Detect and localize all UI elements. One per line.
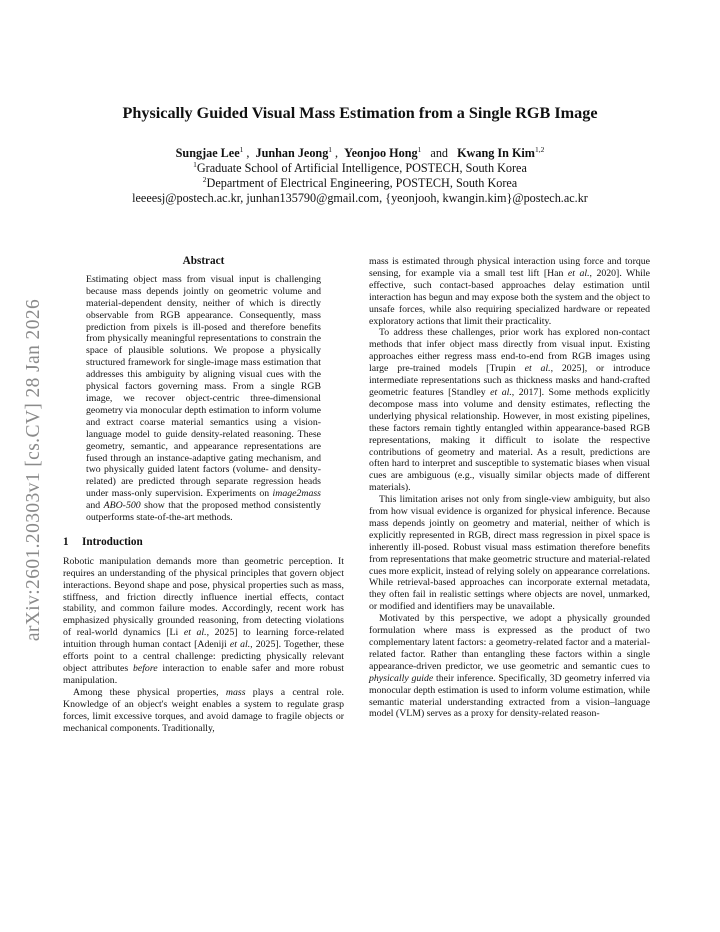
abstract-text: Estimating object mass from visual input is challenging because mass depends jointly on geometric volume and material-dependent density, neither of which is directly observable from RGB appearance. Consequently, mass prediction from pixels is ill-posed and therefore benefits from physically meaningful representations to constrain the space of plausible solutions. We propose a physically structured framework for single-image mass estimation that addresses this ambiguity by aligning visual cues with the physical factors governing mass. From a single RGB image, we recover object-centric three-dimensional geometry via monocular depth estimation to inform volume and extract coarse material semantics using a vision-language model to guide density-related reasoning. These geometry, semantic, and appearance representations are fused through an instance-adaptive gating mechanism, and two physically guided latent factors (volume- and density-related) are predicted through separate regression heads under mass-only supervision. Experiments on image2mass and ABO-500 show that the proposed method consistently outperforms state-of-the-art methods. <box>86 273 321 524</box>
body-paragraph-1: mass is estimated through physical interaction using force and torque sensing, for example via a small test lift [Han et al., 2020]. While effective, such contact-based approaches delay estimation until interaction has begun and may expose both the system and the object to unsafe forces, while also requiring specialized hardware or repeated exploratory actions that limit their practicality. <box>369 256 650 327</box>
abstract-heading: Abstract <box>182 255 225 267</box>
author-emails: leeeesj@postech.ac.kr, junhan135790@gmail.com, {yeonjooh, kwangin.kim}@postech.ac.kr <box>132 191 588 205</box>
right-column <box>369 256 650 720</box>
abstract <box>63 256 344 524</box>
author-name: Junhan Jeong$^1$ <box>255 145 333 160</box>
author-name: Kwang In Kim$^{1,2}$ <box>457 145 545 160</box>
body-paragraph-2: To address these challenges, prior work has explored non-contact methods that infer object mass directly from visual input. Existing approaches either regress mass end-to-end from RGB images using large pre-trained models [Trupin et al., 2025], or introduce intermediate representations such as thickness masks and hand-crafted geometric features [Standley et al., 2017]. Some methods explicitly decompose mass into volume and density estimates, reflecting the underlying physical relationship. However, in most existing pipelines, these factors remain tightly entangled within appearance-based RGB representations, making it difficult to isolate the respective contributions of geometry and material. As a result, predictions are often hard to interpret and susceptible to systematic biases when visual cues are ambiguous (e.g., visually similar objects made of different materials). <box>369 327 650 494</box>
paper-title: Physically Guided Visual Mass Estimation from a Single RGB Image <box>122 104 598 122</box>
section-heading-introduction: 1 Introduction <box>63 535 143 548</box>
affiliation: $^2$Department of Electrical Engineering, POSTECH, South Korea <box>202 175 518 190</box>
arxiv-identifier: arXiv:2601.20303v1 [cs.CV] 28 Jan 2026 <box>23 298 44 642</box>
body-paragraph-4: Motivated by this perspective, we adopt a physically grounded formulation where mass is expressed as the product of two complementary latent factors: a geometry-related factor and a material-related factor. Rather than entangling these factors within a single appearance-driven predictor, we use geometric and semantic cues to physically guide their inference. Specifically, 3D geometry inferred via monocular depth estimation is used to inform volume estimation, while semantic material understanding extracted from a vision–language model (VLM) serves as a proxy for density-related reason- <box>369 613 650 720</box>
affiliation: $^1$Graduate School of Artificial Intelligence, POSTECH, South Korea <box>193 160 527 175</box>
left-column <box>63 256 344 734</box>
and-word: and <box>430 146 449 160</box>
author-block <box>60 146 660 206</box>
intro-paragraph-1: Robotic manipulation demands more than geometric perception. It requires an understanding of the physical principles that govern object interactions. Beyond shape and pose, physical properties such as mass, stiffness, and friction directly influence inertial effects, contact stability, and common failure modes. Accordingly, recent work has emphasized physically grounded reasoning, from detecting violations of real-world dynamics [Li et al., 2025] to learning force-related intuition through human contact [Adeniji et al., 2025]. Together, these efforts point to a central challenge: predicting physically relevant object attributes before interaction to enable safer and more robust manipulation. <box>63 555 344 686</box>
intro-paragraph-2: Among these physical properties, mass plays a central role. Knowledge of an object's weight enables a system to regulate grasp forces, limit excessive torques, and avoid damage to fragile objects or mechanical components. Traditionally, <box>63 686 345 734</box>
author-name: Sungjae Lee$^1$ <box>175 145 244 160</box>
author-name: Yeonjoo Hong$^1$ <box>344 145 422 160</box>
body-paragraph-3: This limitation arises not only from single-view ambiguity, but also from how visual evidence is organized for physical inference. Because mass depends jointly on geometry and material, neither of which is explicitly represented in RGB, direct mass regression in pixel space is inherently ill-posed. Robust visual mass estimation therefore benefits from representations that make geometric structure and material-related cues more explicit, instead of relying solely on appearance correlations. While retrieval-based approaches can incorporate external metadata, they often fail in realistic settings where objects are novel, unmarked, or modified and identifiers may be unavailable. <box>369 494 651 613</box>
author-names: Sungjae Lee$^1$ , Junhan Jeong$^1$ , Yeonjoo Hong$^1$ and Kwang In Kim$^{1,2}$ <box>175 145 545 160</box>
